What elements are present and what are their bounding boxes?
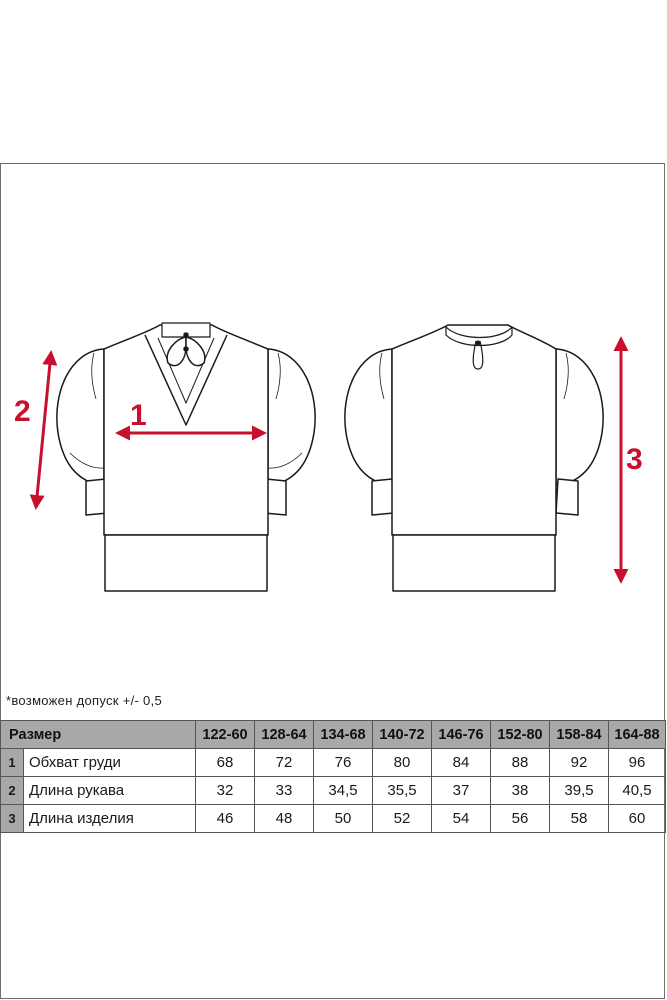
table-cell: 48 [255,805,314,833]
table-cell: 92 [550,749,609,777]
size-col-header: 134-68 [314,721,373,749]
measure-arrow-2 [36,353,51,507]
row-name: Длина изделия [24,805,196,833]
table-cell: 34,5 [314,777,373,805]
size-col-header: 146-76 [432,721,491,749]
table-cell: 39,5 [550,777,609,805]
table-cell: 56 [491,805,550,833]
row-name: Обхват груди [24,749,196,777]
table-cell: 80 [373,749,432,777]
table-header-row [1,721,666,749]
table-row [1,749,666,777]
table-cell: 60 [609,805,666,833]
measure-label-2: 2 [14,395,31,428]
header-size-label: Размер [1,721,196,749]
table-cell: 76 [314,749,373,777]
table-cell: 96 [609,749,666,777]
row-name: Длина рукава [24,777,196,805]
table-cell: 50 [314,805,373,833]
row-index: 1 [1,749,24,777]
size-col-header: 140-72 [373,721,432,749]
table-cell: 38 [491,777,550,805]
table-cell: 35,5 [373,777,432,805]
table-cell: 37 [432,777,491,805]
table-cell: 84 [432,749,491,777]
measure-label-3: 3 [626,443,643,476]
size-col-header: 158-84 [550,721,609,749]
table-cell: 33 [255,777,314,805]
tolerance-note: *возможен допуск +/- 0,5 [6,693,163,708]
table-row [1,805,666,833]
table-cell: 72 [255,749,314,777]
table-cell: 88 [491,749,550,777]
garment-drawing [0,163,667,693]
table-cell: 58 [550,805,609,833]
size-col-header: 164-88 [609,721,666,749]
table-row [1,777,666,805]
size-col-header: 128-64 [255,721,314,749]
size-col-header: 152-80 [491,721,550,749]
table-cell: 46 [196,805,255,833]
table-cell: 54 [432,805,491,833]
back-view [345,325,603,591]
row-index: 3 [1,805,24,833]
measure-label-1: 1 [130,399,147,432]
table-cell: 40,5 [609,777,666,805]
size-col-header: 122-60 [196,721,255,749]
table-cell: 52 [373,805,432,833]
table-cell: 68 [196,749,255,777]
front-view [57,323,315,591]
row-index: 2 [1,777,24,805]
size-table [0,720,666,833]
table-cell: 32 [196,777,255,805]
